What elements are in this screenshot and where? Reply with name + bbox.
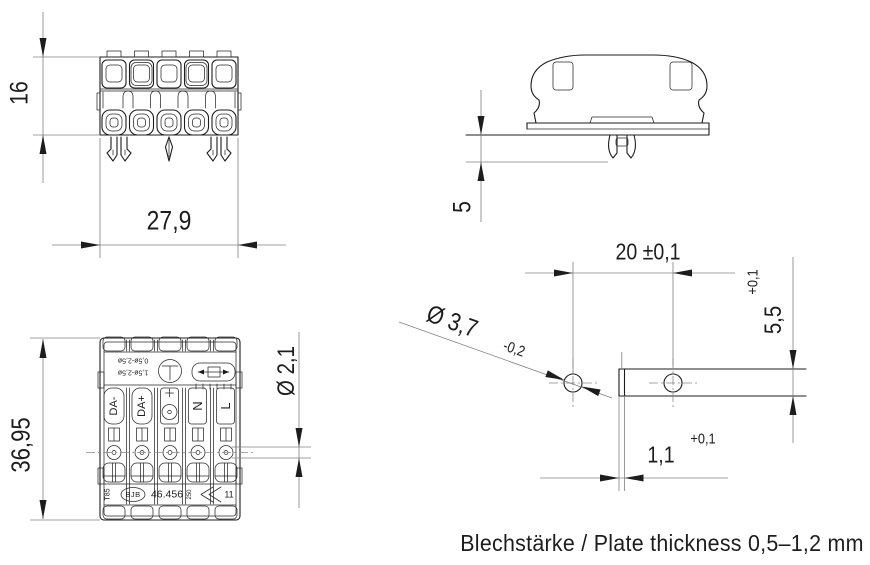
brand-logo: BJB [125,490,141,499]
dim-label-height-16: 16 [5,81,34,105]
side-view-outline [466,55,709,158]
wire-spec-line-1: 0,5ø-2,5ø [117,356,149,364]
plate-thickness-note: Blechstärke / Plate thickness 0,5–1,2 mm [460,530,864,556]
dim-label-foot-5: 5 [448,201,477,213]
dim-tol-slot-width: +0,1 [744,269,762,295]
centerlines [86,356,697,453]
dim-label-hole-spacing-20: 20 ±0,1 [615,238,681,265]
dim-label-slot-width-5-5: 5,5 [760,305,787,335]
dim-label-length-36-95: 36,95 [5,417,36,473]
voltage-marking: 250 [187,489,193,500]
terminal-label-da-minus: DA- [108,396,120,416]
terminal-label-l: L [218,402,233,410]
dim-label-edge-offset-1-1: 1,1 [647,441,675,468]
wire-spec-line-2: 1,5ø-2,5ø [117,368,149,376]
dim-label-width-27-9: 27,9 [146,205,192,236]
top-view-outline [98,337,242,520]
plate-cutout-view [564,369,806,396]
terminal-label-da-plus: DA+ [136,395,148,417]
approval-number-marking: 11 [224,489,234,500]
dim-label-wire-dia-2-1: Ø 2,1 [273,346,300,396]
front-view-outline [97,51,241,161]
part-number-marking: 46.456 [150,488,184,501]
ground-symbol-icon [159,360,182,383]
temp-rating-marking: T85 [104,488,112,501]
dimension-arrowheads [40,38,797,519]
dim-tol-edge-offset: +0,1 [690,430,716,448]
dim-label-hole-dia-3-7: Ø 3,7 [422,299,482,344]
terminal-label-n: N [190,401,205,411]
dim-tol-hole-dia: -0,2 [500,337,528,361]
